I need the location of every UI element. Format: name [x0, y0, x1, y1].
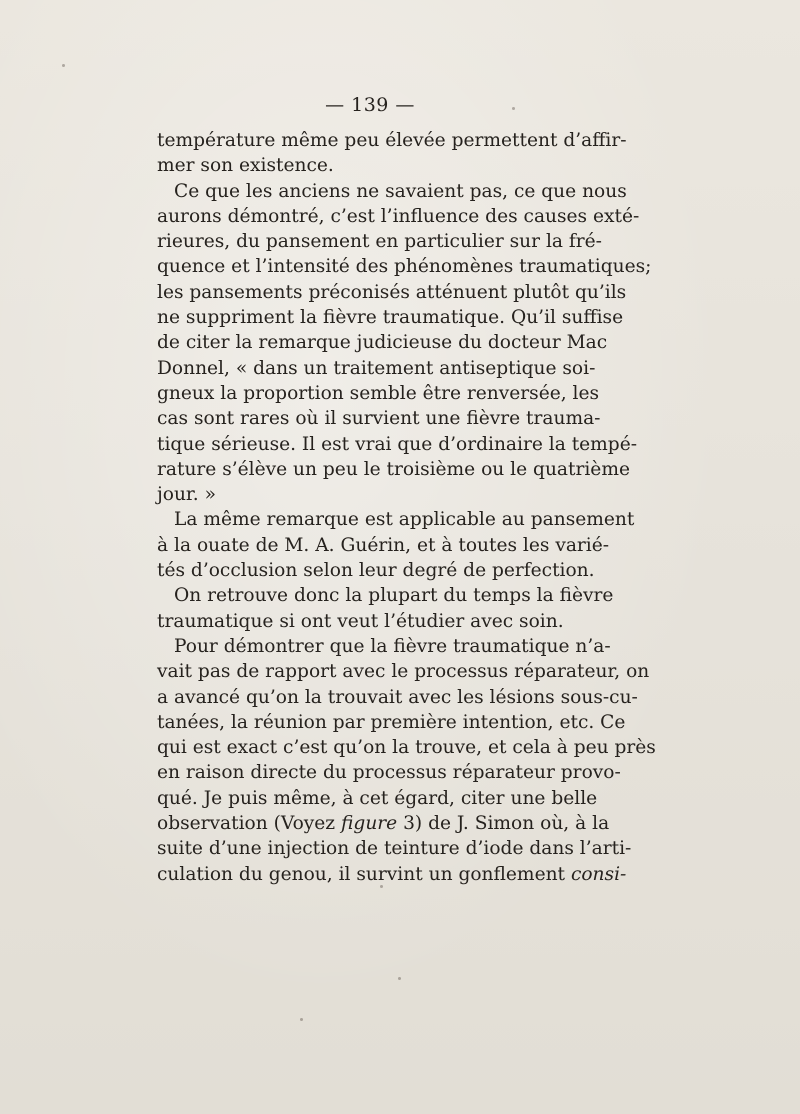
text-line: ne suppriment la fièvre traumatique. Qu’il suffise: [157, 307, 624, 329]
text-line: de citer la remarque judicieuse du docteur Mac: [157, 332, 608, 354]
text-line: cas sont rares où il survient une fièvre trauma-: [157, 408, 601, 430]
paper-speck: [512, 107, 515, 110]
paper-speck: [380, 885, 383, 888]
text-line: [157, 836, 632, 861]
text-line: rieures, du pansement en particulier sur la fré-: [157, 231, 602, 253]
text-line: Ce que les anciens ne savaient pas, ce que nous: [174, 180, 627, 202]
paper-speck: [300, 1018, 303, 1021]
text-line: rature s’élève un peu le troisième ou le quatrième: [157, 458, 630, 480]
body-text: [157, 128, 656, 887]
text-line: mer son existence.: [157, 155, 334, 177]
paragraph: [157, 179, 652, 508]
text-line: tés d’occlusion selon leur degré de perfection.: [157, 560, 595, 582]
text-run: observation (Voyez: [157, 813, 342, 835]
text-line: gneux la proportion semble être renversée, les: [157, 382, 600, 404]
text-line: jour. »: [157, 484, 216, 506]
text-line: traumatique si ont veut l’étudier avec soin.: [157, 610, 564, 632]
paper-speck: [398, 977, 401, 980]
text-line: vait pas de rapport avec le processus réparateur, on: [157, 661, 650, 683]
text-run: suite d’une injection de teinture d’iode dans l’arti-: [157, 838, 632, 860]
paragraph: [157, 634, 656, 887]
text-line: La même remarque est applicable au pansement: [174, 509, 635, 531]
paragraph: [157, 583, 614, 634]
text-run: culation du genou, il survint un gonflement: [157, 863, 571, 885]
text-line: [157, 862, 627, 887]
italic-text: consi-: [570, 863, 627, 885]
text-line: Pour démontrer que la fièvre traumatique n’a-: [174, 635, 611, 657]
text-line: [157, 811, 610, 836]
text-line: a avancé qu’on la trouvait avec les lésions sous-cu-: [157, 686, 638, 708]
paragraph: [157, 128, 627, 179]
page-number: — 139 —: [325, 94, 415, 116]
paper-speck: [62, 64, 65, 67]
text-line: les pansements préconisés atténuent plutôt qu’ils: [157, 281, 627, 303]
text-line: Donnel, « dans un traitement antiseptique soi-: [157, 357, 596, 379]
text-line: qui est exact c’est qu’on la trouve, et cela à peu près: [157, 737, 656, 759]
text-run: 3) de J. Simon où, à la: [397, 813, 610, 835]
text-line: température même peu élevée permettent d’affir-: [157, 130, 627, 151]
italic-text: figure: [341, 813, 398, 835]
text-line: qué. Je puis même, à cet égard, citer une belle: [157, 787, 598, 809]
text-line: On retrouve donc la plupart du temps la fièvre: [174, 585, 614, 607]
text-line: en raison directe du processus réparateur provo-: [157, 762, 621, 784]
text-line: tique sérieuse. Il est vrai que d’ordinaire la tempé-: [157, 433, 637, 455]
text-line: aurons démontré, c’est l’influence des causes exté-: [157, 205, 640, 227]
text-line: tanées, la réunion par première intention, etc. Ce: [157, 711, 626, 733]
paragraph: [157, 507, 635, 583]
text-line: à la ouate de M. A. Guérin, et à toutes les varié-: [157, 534, 610, 556]
text-line: quence et l’intensité des phénomènes traumatiques;: [157, 256, 652, 278]
